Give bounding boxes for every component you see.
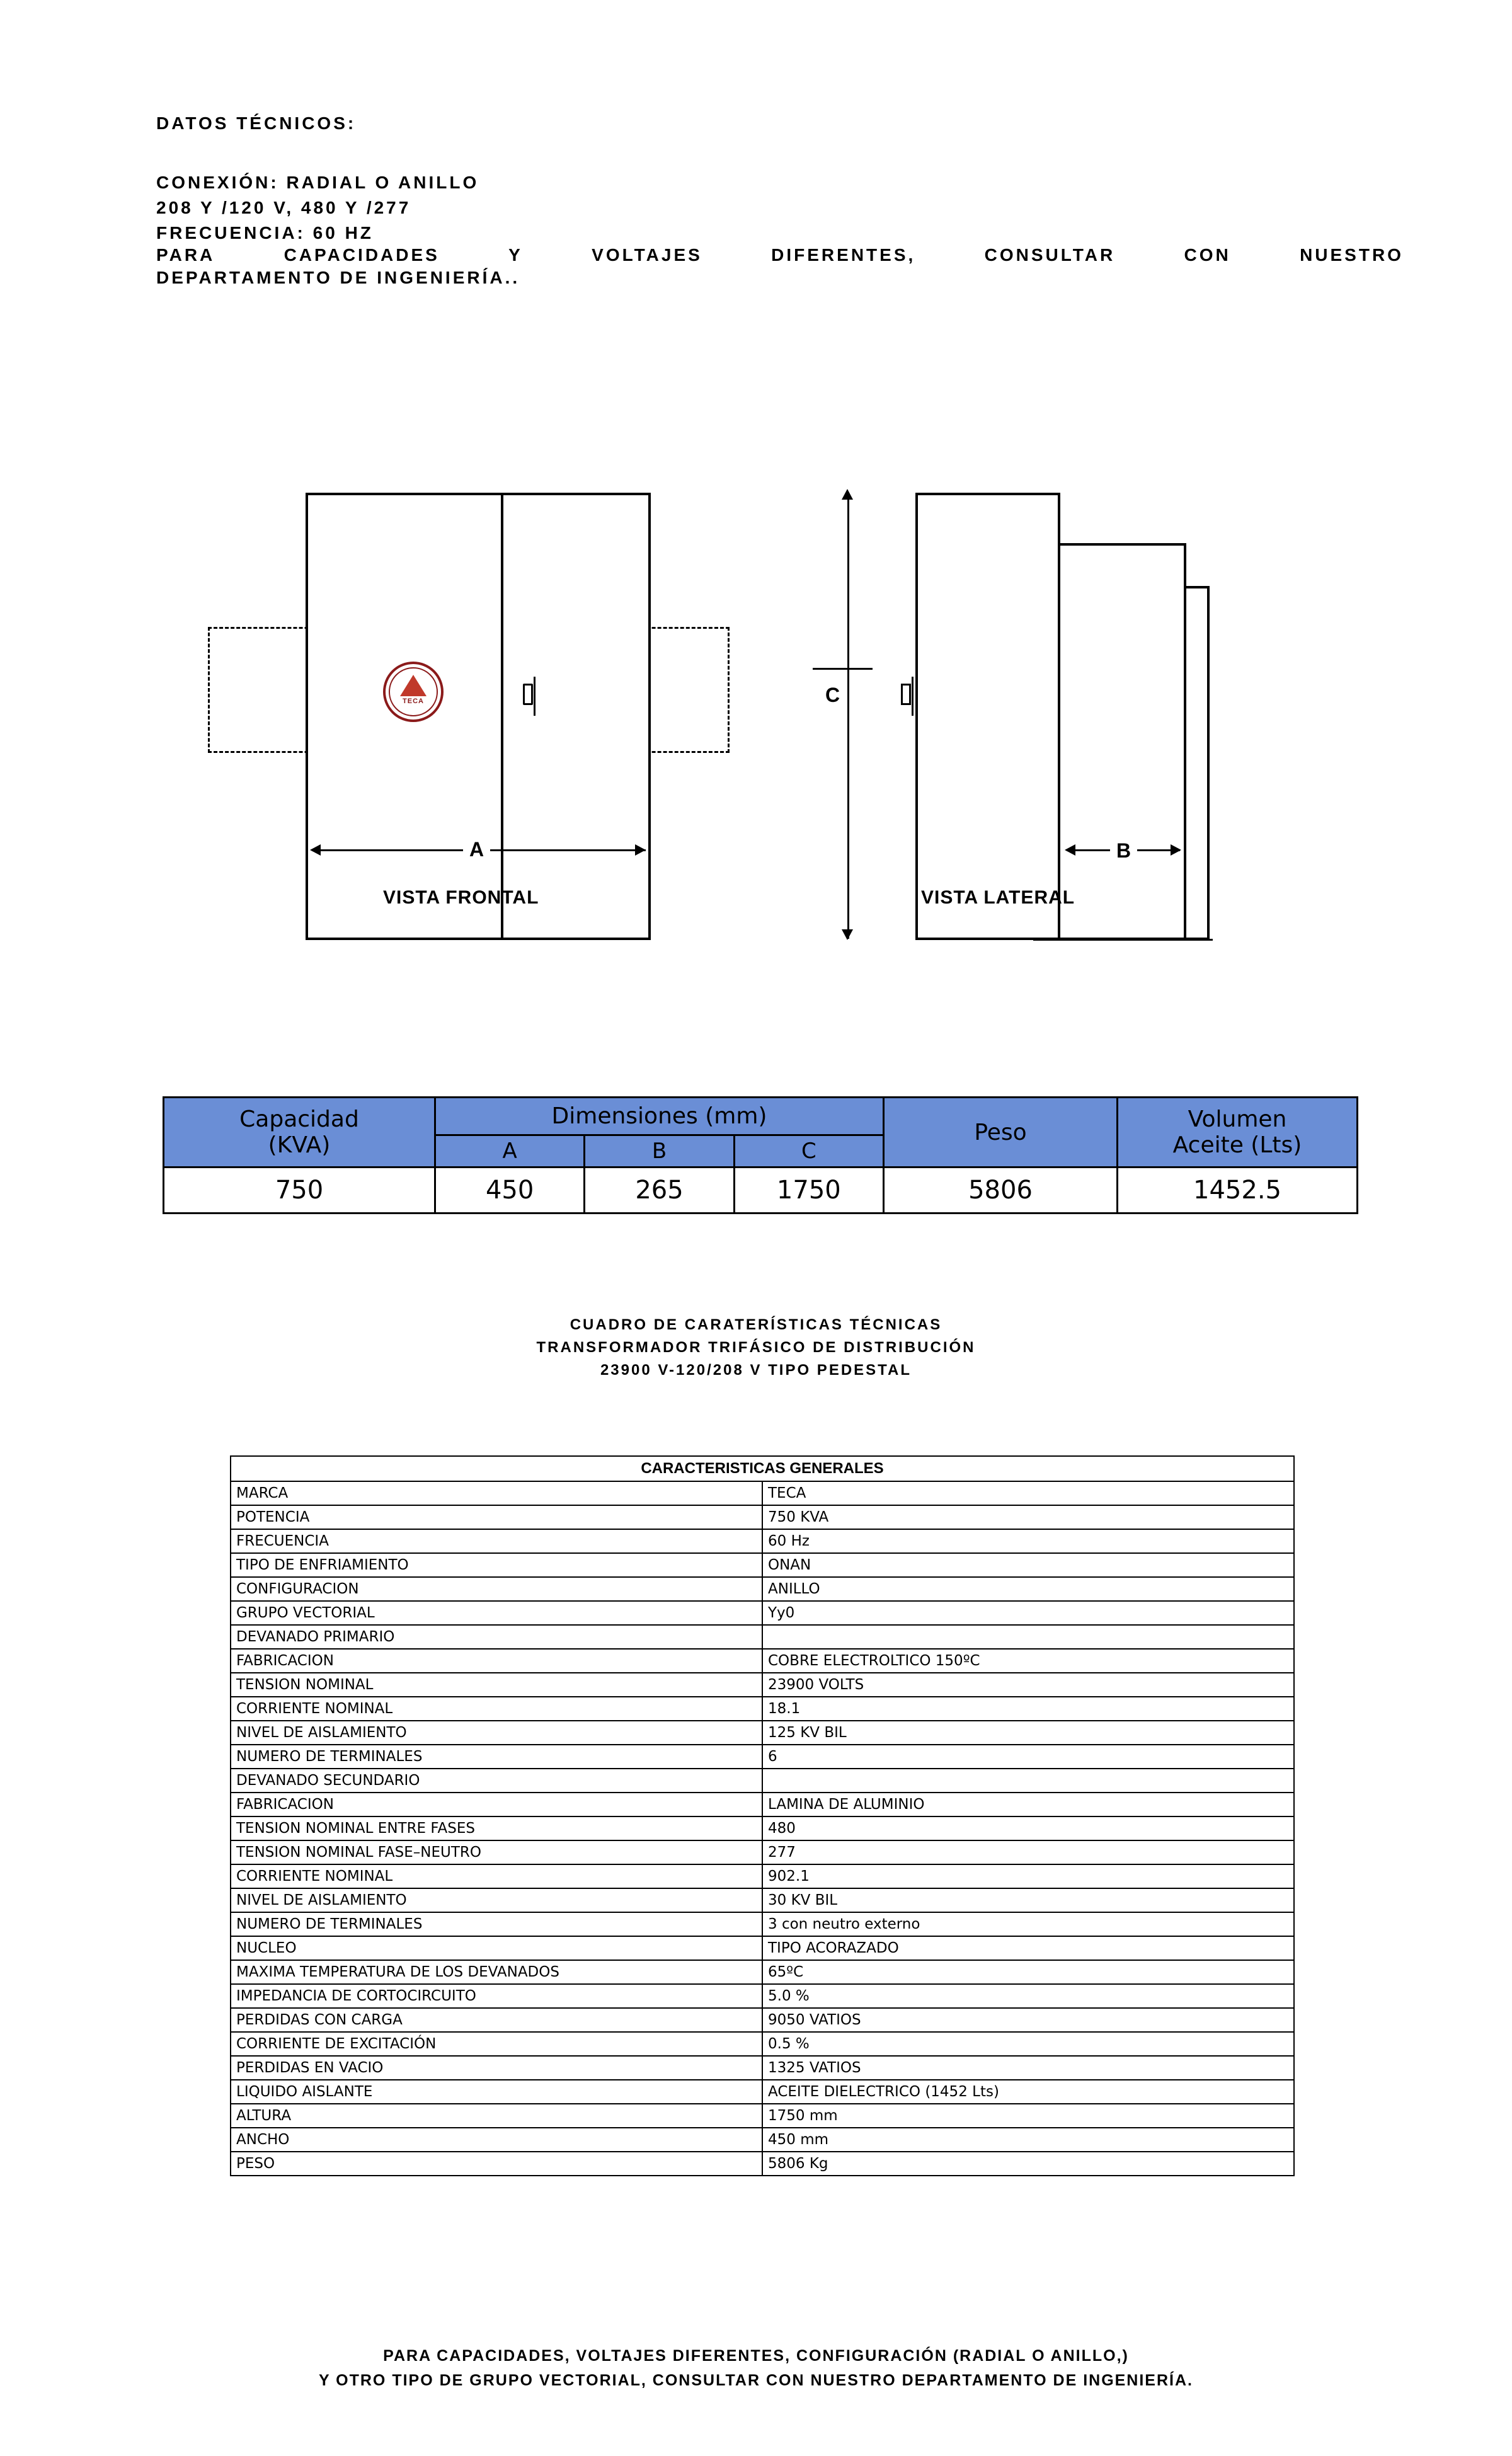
table-row [231, 1864, 1294, 1888]
table-row [231, 1625, 1294, 1649]
characteristics-title: CARACTERISTICAS GENERALES [231, 1456, 1294, 1481]
front-cabinet-outline [306, 493, 651, 940]
table-row [231, 1649, 1294, 1673]
characteristic-value: 3 con neutro externo [762, 1912, 1294, 1936]
characteristic-key: TENSION NOMINAL ENTRE FASES [231, 1816, 762, 1840]
characteristic-key: TENSION NOMINAL [231, 1673, 762, 1697]
characteristic-value: 480 [762, 1816, 1294, 1840]
dim-c-arrow-down [842, 929, 853, 940]
transformer-drawing [0, 466, 1512, 1040]
characteristic-value [762, 1625, 1294, 1649]
note-word-0: PARA [156, 245, 215, 265]
teca-logo-inner [389, 667, 438, 716]
characteristic-key: FABRICACION [231, 1793, 762, 1816]
header-dim-c: C [734, 1135, 883, 1168]
characteristic-value: 750 KVA [762, 1505, 1294, 1529]
characteristic-value: 6 [762, 1745, 1294, 1769]
table-row [231, 1577, 1294, 1601]
cell-capacity: 750 [164, 1168, 435, 1214]
cell-dim-b: 265 [585, 1168, 734, 1214]
note-line-2: DEPARTAMENTO DE INGENIERÍA.. [156, 268, 520, 288]
table-caption [0, 1314, 1512, 1382]
table-row [231, 1793, 1294, 1816]
characteristic-key: NUCLEO [231, 1936, 762, 1960]
characteristic-value: 23900 VOLTS [762, 1673, 1294, 1697]
technical-data-title: DATOS TÉCNICOS: [156, 113, 357, 133]
capacity-table-header-row-1 [164, 1098, 1358, 1135]
characteristic-value: 65ºC [762, 1960, 1294, 1984]
technical-data-block [156, 113, 1435, 290]
voltage-line: 208 Y /120 V, 480 Y /277 [156, 197, 411, 217]
characteristic-value: TECA [762, 1481, 1294, 1505]
table-row [231, 1745, 1294, 1769]
header-volumen-unit: Aceite (Lts) [1172, 1132, 1302, 1158]
characteristic-value: ACEITE DIELECTRICO (1452 Lts) [762, 2080, 1294, 2104]
table-row [231, 2152, 1294, 2176]
table-row [231, 1840, 1294, 1864]
table-row [231, 1816, 1294, 1840]
front-door-handle-icon [523, 684, 533, 705]
table-row [231, 1673, 1294, 1697]
table-row [231, 2128, 1294, 2152]
teca-logo-icon [383, 662, 444, 722]
characteristic-value: ANILLO [762, 1577, 1294, 1601]
caption-line-1: CUADRO DE CARATERÍSTICAS TÉCNICAS [570, 1316, 942, 1333]
characteristic-value: 450 mm [762, 2128, 1294, 2152]
characteristic-key: PERDIDAS EN VACIO [231, 2056, 762, 2080]
note-line-1 [156, 245, 1404, 265]
characteristic-value: 9050 VATIOS [762, 2008, 1294, 2032]
characteristic-value: 125 KV BIL [762, 1721, 1294, 1745]
dim-c-arrow-up [842, 489, 853, 500]
characteristic-value: COBRE ELECTROLTICO 150ºC [762, 1649, 1294, 1673]
footer-note [0, 2344, 1512, 2393]
table-row [231, 1601, 1294, 1625]
cell-volumen: 1452.5 [1118, 1168, 1358, 1214]
characteristic-value: 18.1 [762, 1697, 1294, 1721]
front-view-label: VISTA FRONTAL [383, 887, 539, 908]
note-word-1: CAPACIDADES [284, 245, 440, 265]
note-word-3: VOLTAJES [592, 245, 702, 265]
characteristic-key: CORRIENTE DE EXCITACIÓN [231, 2032, 762, 2056]
table-row [231, 2008, 1294, 2032]
table-row [231, 2032, 1294, 2056]
table-row [231, 1769, 1294, 1793]
characteristic-key: GRUPO VECTORIAL [231, 1601, 762, 1625]
characteristic-value: 1750 mm [762, 2104, 1294, 2128]
dim-a-arrow-left [310, 844, 321, 856]
characteristic-key: MARCA [231, 1481, 762, 1505]
characteristic-value: 902.1 [762, 1864, 1294, 1888]
characteristic-key: CONFIGURACION [231, 1577, 762, 1601]
lateral-top-reference-line [813, 668, 873, 670]
cell-dim-c: 1750 [734, 1168, 883, 1214]
characteristic-value: TIPO ACORAZADO [762, 1936, 1294, 1960]
cell-peso: 5806 [884, 1168, 1118, 1214]
characteristic-key: NUMERO DE TERMINALES [231, 1745, 762, 1769]
characteristic-key: IMPEDANCIA DE CORTOCIRCUITO [231, 1984, 762, 2008]
characteristic-key: FRECUENCIA [231, 1529, 762, 1553]
characteristic-value: 5.0 % [762, 1984, 1294, 2008]
cell-dim-a: 450 [435, 1168, 585, 1214]
table-row [231, 1960, 1294, 1984]
characteristic-key: LIQUIDO AISLANTE [231, 2080, 762, 2104]
dim-a-label: A [463, 838, 490, 861]
header-dim-b: B [585, 1135, 734, 1168]
lateral-step1-outline [1060, 543, 1186, 940]
header-peso: Peso [884, 1098, 1118, 1168]
characteristic-value: 5806 Kg [762, 2152, 1294, 2176]
characteristic-key: CORRIENTE NOMINAL [231, 1864, 762, 1888]
characteristic-key: NIVEL DE AISLAMIENTO [231, 1721, 762, 1745]
teca-logo-label: TECA [403, 697, 424, 705]
table-row [231, 1936, 1294, 1960]
characteristic-key: DEVANADO SECUNDARIO [231, 1769, 762, 1793]
table-row [231, 1505, 1294, 1529]
characteristic-value: 0.5 % [762, 2032, 1294, 2056]
caption-line-2: TRANSFORMADOR TRIFÁSICO DE DISTRIBUCIÓN [536, 1339, 976, 1356]
characteristic-key: MAXIMA TEMPERATURA DE LOS DEVANADOS [231, 1960, 762, 1984]
header-volumen [1118, 1098, 1358, 1168]
note-word-6: CON [1184, 245, 1231, 265]
characteristic-key: DEVANADO PRIMARIO [231, 1625, 762, 1649]
lateral-door-handle-icon [901, 684, 911, 705]
footer-line-2: Y OTRO TIPO DE GRUPO VECTORIAL, CONSULTAR CON NUESTRO DEPARTAMENTO DE INGENIERÍA. [318, 2371, 1193, 2389]
header-capacity [164, 1098, 435, 1168]
table-row [231, 2056, 1294, 2080]
dim-b-arrow-right [1171, 844, 1181, 856]
table-row [231, 1984, 1294, 2008]
characteristic-value: LAMINA DE ALUMINIO [762, 1793, 1294, 1816]
characteristic-key: POTENCIA [231, 1505, 762, 1529]
capacity-table [163, 1096, 1358, 1214]
characteristic-value: 277 [762, 1840, 1294, 1864]
characteristics-title-row [231, 1456, 1294, 1481]
note-word-5: CONSULTAR [984, 245, 1116, 265]
characteristic-value: 30 KV BIL [762, 1888, 1294, 1912]
characteristic-key: PESO [231, 2152, 762, 2176]
connection-line: CONEXIÓN: RADIAL O ANILLO [156, 173, 479, 192]
characteristic-value: 60 Hz [762, 1529, 1294, 1553]
footer-line-1: PARA CAPACIDADES, VOLTAJES DIFERENTES, CONFIGURACIÓN (RADIAL O ANILLO,) [383, 2347, 1129, 2365]
characteristic-key: CORRIENTE NOMINAL [231, 1697, 762, 1721]
lateral-cabinet-outline [915, 493, 1060, 940]
caption-line-3: 23900 V-120/208 V TIPO PEDESTAL [600, 1362, 912, 1379]
characteristic-value: Yy0 [762, 1601, 1294, 1625]
header-capacity-label: Capacidad [239, 1106, 359, 1132]
lateral-view-label: VISTA LATERAL [921, 887, 1075, 908]
header-volumen-label: Volumen [1188, 1106, 1287, 1132]
header-dim-a: A [435, 1135, 585, 1168]
table-row [231, 1888, 1294, 1912]
note-word-2: Y [508, 245, 523, 265]
table-row [231, 1721, 1294, 1745]
dim-a-arrow-right [635, 844, 646, 856]
table-row [231, 2104, 1294, 2128]
characteristic-key: ANCHO [231, 2128, 762, 2152]
note-word-4: DIFERENTES, [771, 245, 916, 265]
table-row [231, 1529, 1294, 1553]
characteristic-value: 1325 VATIOS [762, 2056, 1294, 2080]
dim-b-arrow-left [1065, 844, 1075, 856]
characteristic-key: TIPO DE ENFRIAMIENTO [231, 1553, 762, 1577]
dim-c-line [847, 498, 849, 939]
table-row [164, 1168, 1358, 1214]
characteristic-value [762, 1769, 1294, 1793]
characteristic-key: FABRICACION [231, 1649, 762, 1673]
characteristic-value: ONAN [762, 1553, 1294, 1577]
dim-c-label: C [819, 684, 846, 707]
table-row [231, 1697, 1294, 1721]
teca-triangle-icon [400, 675, 427, 696]
table-row [231, 1912, 1294, 1936]
characteristic-key: TENSION NOMINAL FASE–NEUTRO [231, 1840, 762, 1864]
table-row [231, 1481, 1294, 1505]
characteristic-key: NUMERO DE TERMINALES [231, 1912, 762, 1936]
header-capacity-unit: (KVA) [268, 1132, 331, 1158]
characteristics-table [230, 1455, 1295, 2176]
note-word-7: NUESTRO [1300, 245, 1404, 265]
frequency-line: FRECUENCIA: 60 HZ [156, 222, 374, 243]
table-row [231, 1553, 1294, 1577]
lateral-bottom-reference-line [1033, 939, 1213, 941]
dim-b-label: B [1110, 839, 1137, 863]
table-row [231, 2080, 1294, 2104]
characteristic-key: NIVEL DE AISLAMIENTO [231, 1888, 762, 1912]
header-dimensions: Dimensiones (mm) [435, 1098, 884, 1135]
characteristic-key: ALTURA [231, 2104, 762, 2128]
front-cabinet-door-split [501, 493, 503, 940]
characteristic-key: PERDIDAS CON CARGA [231, 2008, 762, 2032]
